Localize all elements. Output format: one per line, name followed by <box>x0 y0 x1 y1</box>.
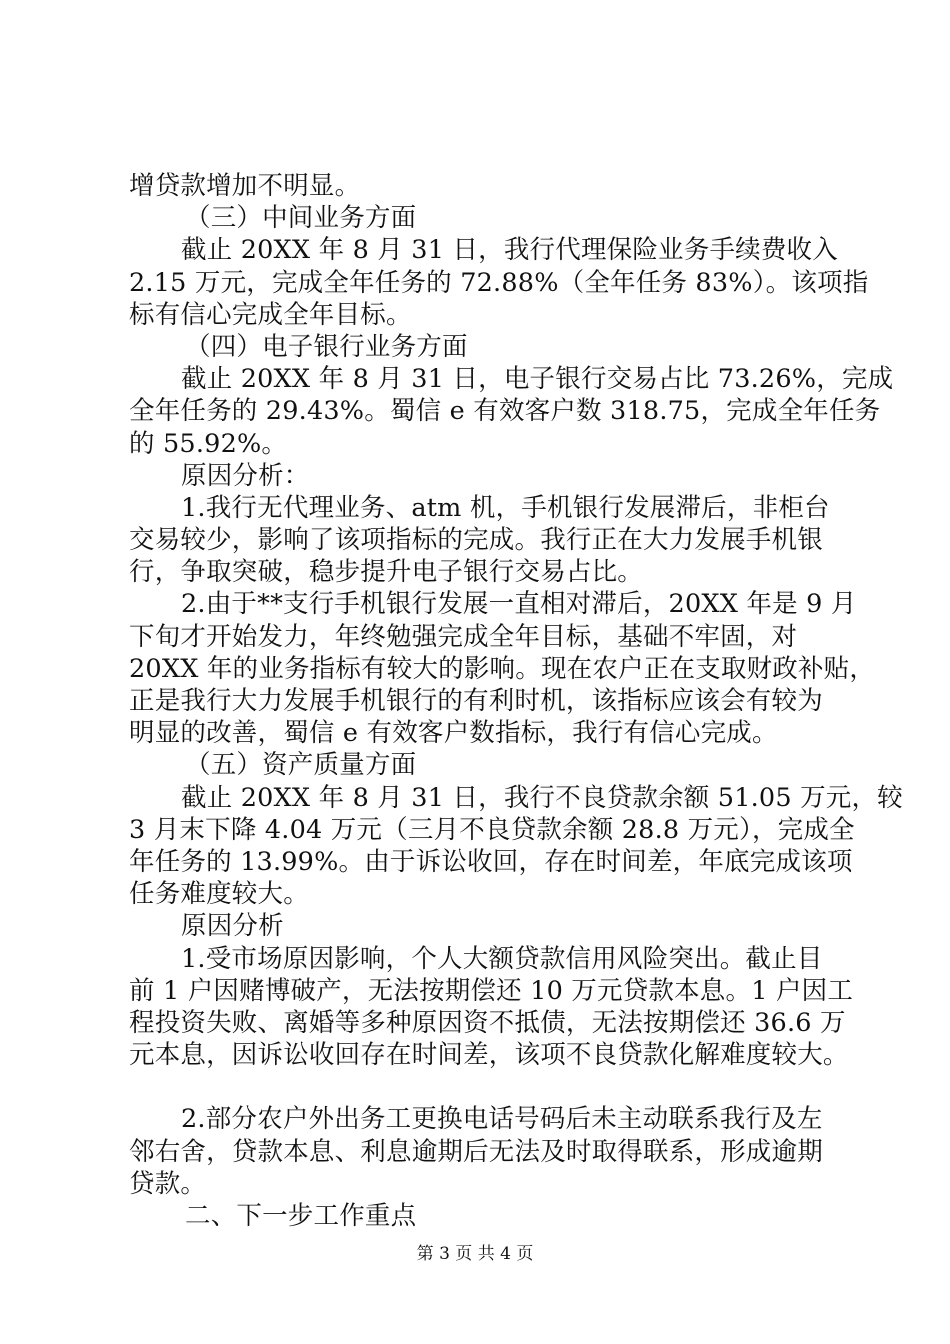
paragraph-line: 2.部分农户外出务工更换电话号码后未主动联系我行及左 <box>181 1104 823 1135</box>
paragraph-line: 交易较少，影响了该项指标的完成。我行正在大力发展手机银 <box>129 525 823 556</box>
paragraph-line: 贷款。 <box>129 1168 207 1199</box>
section-heading-next-steps: 二、下一步工作重点 <box>185 1201 417 1231</box>
paragraph-line: 的 55.92%。 <box>129 428 288 459</box>
paragraph-line: 下旬才开始发力，年终勉强完成全年目标，基础不牢固，对 <box>129 621 798 652</box>
paragraph-line: 行，争取突破，稳步提升电子银行交易占比。 <box>129 557 644 588</box>
paragraph-line: 1.受市场原因影响，个人大额贷款信用风险突出。截止目 <box>181 943 823 974</box>
paragraph-line: 程投资失败、离婚等多种原因资不抵债，无法按期偿还 36.6 万 <box>129 1007 846 1038</box>
paragraph-line: 2.15 万元，完成全年任务的 72.88%（全年任务 83%）。该项指 <box>129 267 869 298</box>
paragraph-line: 邻右舍，贷款本息、利息逾期后无法及时取得联系，形成逾期 <box>129 1136 823 1167</box>
blank-line <box>129 1071 849 1103</box>
paragraph-line: 正是我行大力发展手机银行的有利时机，该指标应该会有较为 <box>129 686 823 716</box>
cause-analysis-heading: 原因分析： <box>181 460 310 491</box>
paragraph-line: 3 月末下降 4.04 万元（三月不良贷款余额 28.8 万元），完成全 <box>129 814 855 845</box>
section-heading-e-banking: （四）电子银行业务方面 <box>185 331 468 362</box>
paragraph-line: 明显的改善，蜀信 e 有效客户数指标，我行有信心完成。 <box>129 718 778 749</box>
document-body <box>129 170 903 1232</box>
cause-analysis-heading: 原因分析 <box>181 911 284 942</box>
paragraph-line: 元本息，因诉讼收回存在时间差，该项不良贷款化解难度较大。 <box>129 1040 849 1071</box>
page-footer: 第 3 页 共 4 页 <box>416 1244 534 1264</box>
section-heading-intermediate-business: （三）中间业务方面 <box>185 203 417 234</box>
paragraph-line: 截止 20XX 年 8 月 31 日，电子银行交易占比 73.26%，完成 <box>181 364 894 395</box>
paragraph-line: 截止 20XX 年 8 月 31 日，我行不良贷款余额 51.05 万元，较 <box>181 782 903 813</box>
section-heading-asset-quality: （五）资产质量方面 <box>185 750 417 781</box>
paragraph-line: 标有信心完成全年目标。 <box>129 299 412 330</box>
paragraph-line: 前 1 户因赌博破产，无法按期偿还 10 万元贷款本息。1 户因工 <box>129 975 854 1006</box>
paragraph-line: 20XX 年的业务指标有较大的影响。现在农户正在支取财政补贴， <box>129 653 876 684</box>
paragraph-line: 2.由于**支行手机银行发展一直相对滞后，20XX 年是 9 月 <box>181 589 857 620</box>
paragraph-line: 截止 20XX 年 8 月 31 日，我行代理保险业务手续费收入 <box>181 235 838 266</box>
paragraph-line: 增贷款增加不明显。 <box>129 171 361 201</box>
paragraph-line: 任务难度较大。 <box>129 879 309 910</box>
paragraph-line: 1.我行无代理业务、atm 机，手机银行发展滞后，非柜台 <box>181 492 830 523</box>
paragraph-line: 年任务的 13.99%。由于诉讼收回，存在时间差，年底完成该项 <box>129 846 853 877</box>
paragraph-line: 全年任务的 29.43%。蜀信 e 有效客户数 318.75，完成全年任务 <box>129 396 881 427</box>
